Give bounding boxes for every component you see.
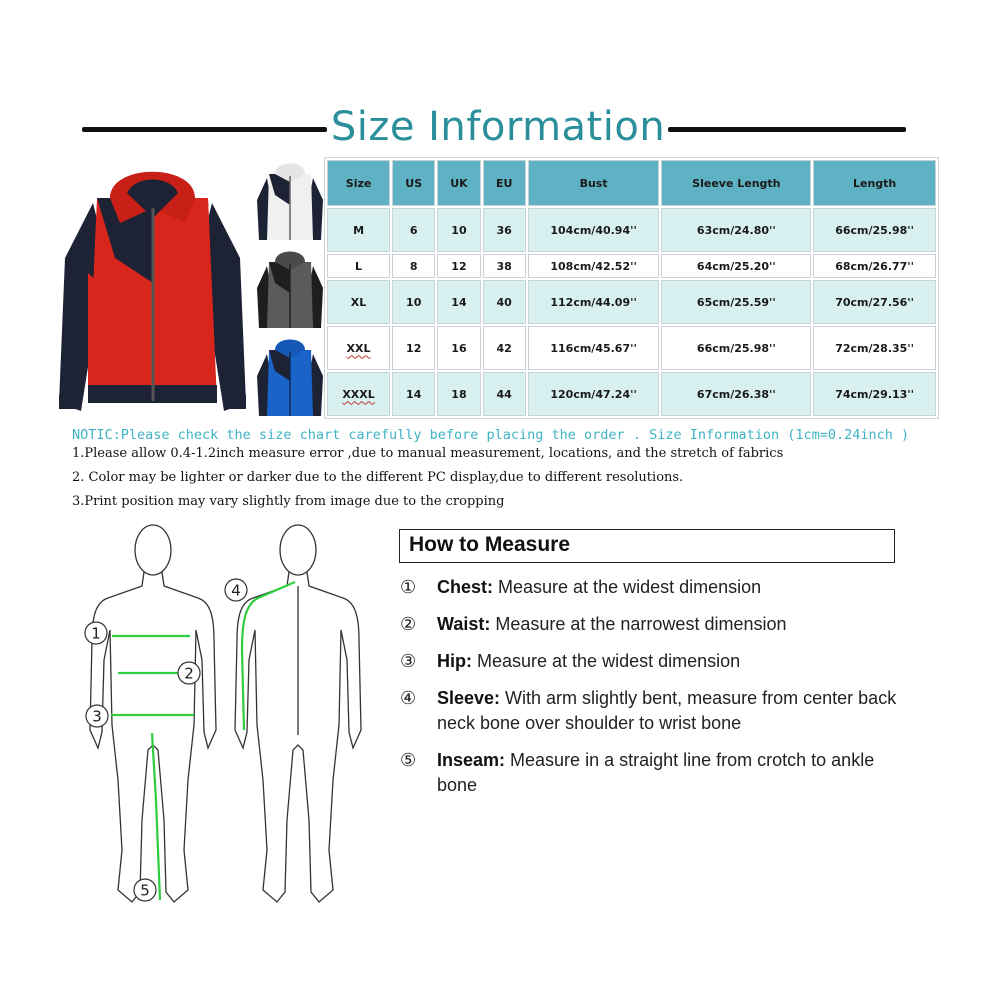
item-text: Measure in a straight line from crotch to ankle bone — [437, 750, 875, 795]
table-row — [327, 326, 936, 370]
marker-4: 4 — [231, 581, 241, 600]
cell-us: 8 — [392, 254, 435, 278]
measure-item-hip — [400, 649, 920, 674]
cell-eu: 38 — [483, 254, 526, 278]
cell-uk: 12 — [437, 254, 480, 278]
cell-length: 70cm/27.56'' — [813, 280, 936, 324]
marker-3: 3 — [92, 707, 102, 726]
item-number: ② — [400, 614, 417, 634]
item-label: Waist: — [437, 614, 491, 634]
cell-bust: 104cm/40.94'' — [528, 208, 660, 252]
cell-size: XXXL — [327, 372, 390, 416]
cell-sleeve: 64cm/25.20'' — [661, 254, 811, 278]
item-text: With arm slightly bent, measure from center back neck bone over shoulder to wrist bone — [437, 688, 897, 733]
cell-sleeve: 66cm/25.98'' — [661, 326, 811, 370]
marker-5: 5 — [140, 881, 150, 900]
front-body-figure — [78, 520, 228, 910]
cell-sleeve: 67cm/26.38'' — [661, 372, 811, 416]
measure-item-inseam — [400, 748, 920, 798]
jacket-grey-thumb — [255, 248, 325, 330]
cell-length: 66cm/25.98'' — [813, 208, 936, 252]
cell-us: 10 — [392, 280, 435, 324]
cell-bust: 112cm/44.09'' — [528, 280, 660, 324]
cell-sleeve: 65cm/25.59'' — [661, 280, 811, 324]
cell-length: 68cm/26.77'' — [813, 254, 936, 278]
cell-us: 14 — [392, 372, 435, 416]
measure-item-sleeve — [400, 686, 920, 736]
item-text: Measure at the widest dimension — [472, 651, 741, 671]
cell-us: 6 — [392, 208, 435, 252]
header-bust: Bust — [528, 160, 660, 206]
cell-eu: 40 — [483, 280, 526, 324]
table-row — [327, 208, 936, 252]
cell-bust: 120cm/47.24'' — [528, 372, 660, 416]
cell-bust: 108cm/42.52'' — [528, 254, 660, 278]
back-body-figure — [218, 520, 368, 910]
item-label: Sleeve: — [437, 688, 501, 708]
item-number: ⑤ — [400, 750, 417, 770]
header-sleeve-length: Sleeve Length — [661, 160, 811, 206]
cell-eu: 42 — [483, 326, 526, 370]
cell-size: XXL — [327, 326, 390, 370]
cell-uk: 16 — [437, 326, 480, 370]
cell-length: 72cm/28.35'' — [813, 326, 936, 370]
header-us: US — [392, 160, 435, 206]
header-eu: EU — [483, 160, 526, 206]
size-table — [324, 157, 939, 419]
cell-bust: 116cm/45.67'' — [528, 326, 660, 370]
jacket-red-image — [55, 163, 250, 418]
header-uk: UK — [437, 160, 480, 206]
note-2: 2. Color may be lighter or darker due to the different PC display,due to different resolutions. — [72, 470, 684, 485]
header-length: Length — [813, 160, 936, 206]
item-text: Measure at the narrowest dimension — [490, 614, 787, 634]
item-label: Inseam: — [437, 750, 506, 770]
cell-uk: 10 — [437, 208, 480, 252]
note-1: 1.Please allow 0.4-1.2inch measure error ,due to manual measurement, locations, and the stretch of fabrics — [72, 446, 784, 461]
cell-sleeve: 63cm/24.80'' — [661, 208, 811, 252]
item-label: Hip: — [437, 651, 472, 671]
cell-uk: 14 — [437, 280, 480, 324]
jacket-blue-thumb — [255, 336, 325, 418]
how-to-measure-title: How to Measure — [409, 533, 571, 556]
cell-us: 12 — [392, 326, 435, 370]
jacket-white-thumb — [255, 160, 325, 242]
note-3: 3.Print position may vary slightly from image due to the cropping — [72, 494, 505, 509]
item-text: Measure at the widest dimension — [493, 577, 762, 597]
table-row — [327, 280, 936, 324]
how-to-measure-header — [399, 529, 895, 563]
cell-eu: 36 — [483, 208, 526, 252]
notice-text: NOTIC:Please check the size chart carefully before placing the order . Size Information (1cm=0.24inch ) — [72, 427, 910, 443]
measure-item-waist — [400, 612, 920, 637]
item-number: ① — [400, 577, 417, 597]
header-size: Size — [327, 160, 390, 206]
item-number: ④ — [400, 688, 417, 708]
table-header-row — [327, 160, 936, 206]
title-rule-left — [82, 127, 327, 132]
page-title: Size Information — [330, 104, 666, 150]
cell-eu: 44 — [483, 372, 526, 416]
title-rule-right — [668, 127, 906, 132]
marker-1: 1 — [91, 624, 101, 643]
table-row — [327, 372, 936, 416]
cell-uk: 18 — [437, 372, 480, 416]
item-label: Chest: — [437, 577, 494, 597]
cell-length: 74cm/29.13'' — [813, 372, 936, 416]
item-number: ③ — [400, 651, 417, 671]
measure-item-chest — [400, 575, 920, 600]
cell-size: XL — [327, 280, 390, 324]
cell-size: M — [327, 208, 390, 252]
marker-2: 2 — [184, 664, 194, 683]
table-row — [327, 254, 936, 278]
cell-size: L — [327, 254, 390, 278]
